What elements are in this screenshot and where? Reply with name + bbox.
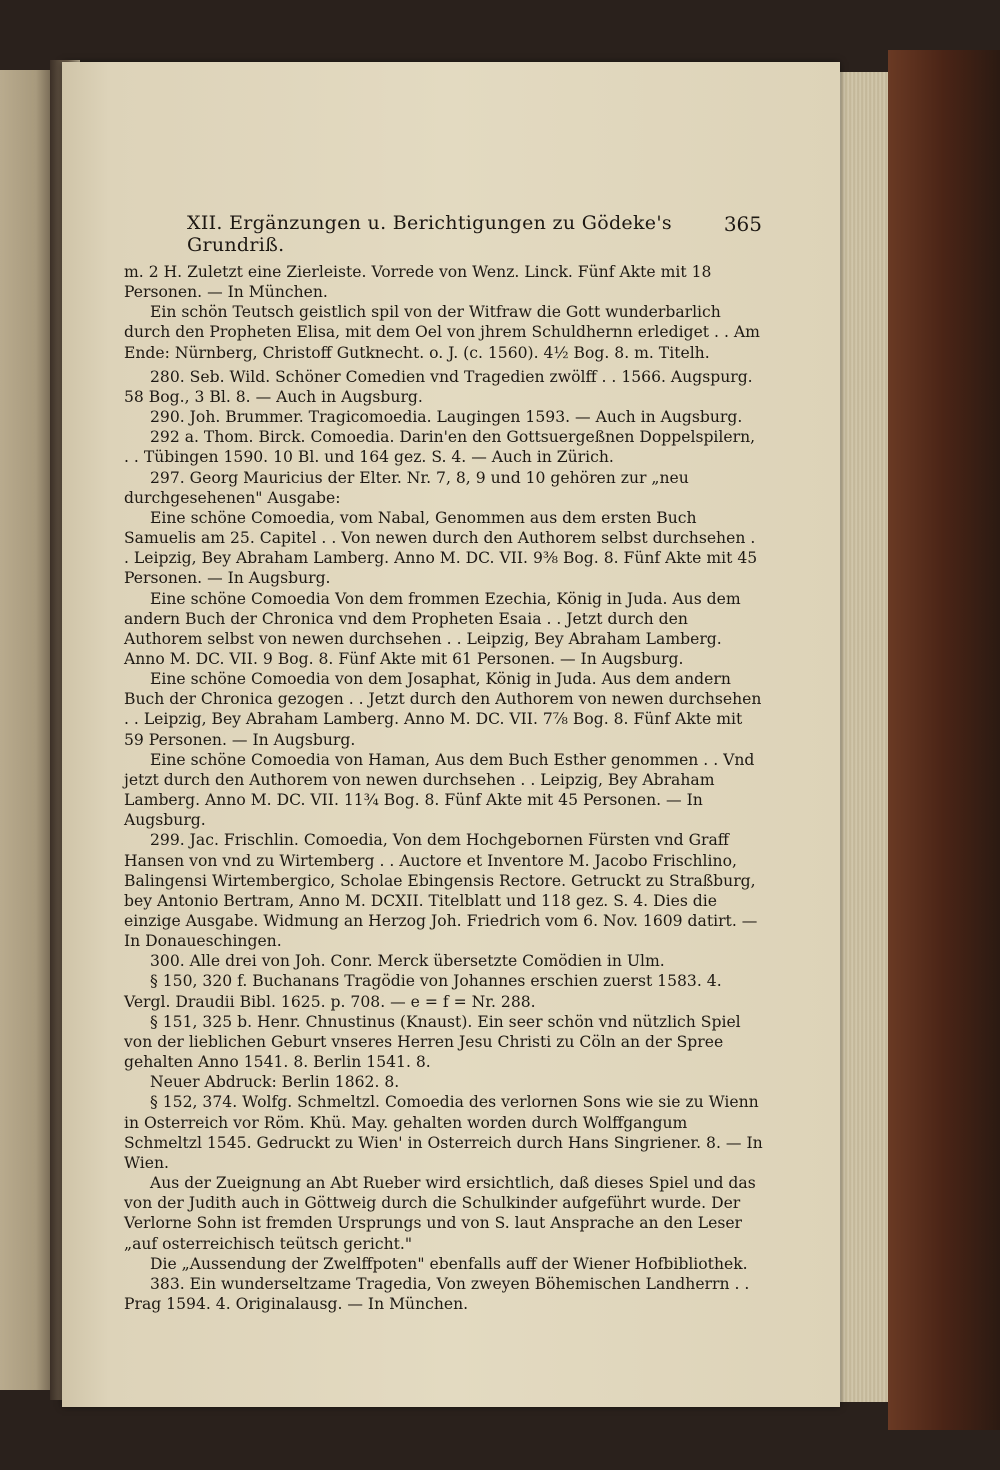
running-header: [187, 212, 762, 256]
paragraph: 290. Joh. Brummer. Tragicomoedia. Laugingen 1593. — Auch in Augsburg.: [150, 408, 743, 427]
paragraph: Eine schöne Comoedia von dem Josaphat, König in Juda. Aus dem andern Buch der Chronica gezogen . . Jetzt durch den Authorem von newen durchsehen . . Leipzig, Bey Abraham Lamberg. Anno M. DC. VII. 7⅞ Bog. 8. Fünf Akte mit 59 Personen. — In Augsburg.: [124, 670, 762, 749]
paragraph: m. 2 H. Zuletzt eine Zierleiste. Vorrede von Wenz. Linck. Fünf Akte mit 18 Personen. — In München.: [124, 263, 712, 302]
paragraph: 300. Alle drei von Joh. Conr. Merck übersetzte Comödien in Ulm.: [150, 952, 665, 971]
paragraph: § 150, 320 f. Buchanans Tragödie von Johannes erschien zuerst 1583. 4. Vergl. Draudii Bibl. 1625. p. 708. — e = f = Nr. 288.: [124, 972, 722, 1011]
running-title: XII. Ergänzungen u. Berichtigungen zu Gödeke's Grundriß.: [187, 212, 672, 256]
paragraph: Eine schöne Comoedia Von dem frommen Ezechia, König in Juda. Aus dem andern Buch der Chronica vnd dem Propheten Esaia . . Jetzt durch den Authorem selbst von newen durchsehen . . Leipzig, Bey Abraham Lamberg. Anno M. DC. VII. 9 Bog. 8. Fünf Akte mit 61 Personen. — In Augsburg.: [124, 589, 741, 668]
paragraph: Aus der Zueignung an Abt Rueber wird ersichtlich, daß dieses Spiel und das von der Judith auch in Göttweig durch die Schulkinder aufgeführt wurde. Der Verlorne Sohn ist fremden Ursprungs und von S. laut Ansprache an den Leser „auf osterreichisch teütsch gericht.": [124, 1174, 756, 1253]
paragraph: 299. Jac. Frischlin. Comoedia, Von dem Hochgebornen Fürsten vnd Graff Hansen von vnd zu Wirtemberg . . Auctore et Inventore M. Jacobo Frischlino, Balingensi Wirtembergico, Scholae Ebingensis Rectore. Getruckt zu Straßburg, bey Antonio Bertram, Anno M. DCXII. Titelblatt und 118 gez. S. 4. Dies die einzige Ausgabe. Widmung an Herzog Joh. Friedrich vom 6. Nov. 1609 datirt. — In Donaueschingen.: [124, 831, 758, 951]
paragraph: Die „Aussendung der Zwelffpoten" ebenfalls auff der Wiener Hofbibliothek.: [150, 1254, 748, 1273]
page-number: 365: [723, 212, 762, 236]
book-cover-edge: [888, 50, 1000, 1430]
paragraph: § 151, 325 b. Henr. Chnustinus (Knaust). Ein seer schön vnd nützlich Spiel von der lieblichen Geburt vnseres Herren Jesu Christi zu Cöln an der Spree gehalten Anno 1541. 8. Berlin 1541. 8.: [124, 1012, 741, 1072]
paragraph: 297. Georg Mauricius der Elter. Nr. 7, 8, 9 und 10 gehören zur „neu durchgesehenen" Ausgabe:: [124, 468, 689, 507]
paragraph: Neuer Abdruck: Berlin 1862. 8.: [150, 1073, 400, 1092]
paragraph: 292 a. Thom. Birck. Comoedia. Darin'en den Gottsuergeßnen Doppelspilern, . . Tübingen 1590. 10 Bl. und 164 gez. S. 4. — Auch in Zürich.: [124, 428, 756, 467]
paragraph: Ein schön Teutsch geistlich spil von der Witfraw die Gott wunderbarlich durch den Propheten Elisa, mit dem Oel von jhrem Schuldhernn erlediget . . Am Ende: Nürnberg, Christoff Gutknecht. o. J. (c. 1560). 4½ Bog. 8. m. Titelh.: [124, 303, 760, 362]
page-body: [124, 262, 764, 1314]
paragraph: 280. Seb. Wild. Schöner Comedien vnd Tragedien zwölff . . 1566. Augspurg. 58 Bog., 3 Bl. 8. — Auch in Augsburg.: [124, 367, 753, 406]
book-page: [62, 62, 840, 1407]
paragraph: Eine schöne Comoedia von Haman, Aus dem Buch Esther genommen . . Vnd jetzt durch den Authorem von newen durchsehen . . Leipzig, Bey Abraham Lamberg. Anno M. DC. VII. 11¾ Bog. 8. Fünf Akte mit 45 Personen. — In Augsburg.: [124, 750, 755, 830]
paragraph: Eine schöne Comoedia, vom Nabal, Genommen aus dem ersten Buch Samuelis am 25. Capitel . . Von newen durch den Authorem selbst durchsehen . . Leipzig, Bey Abraham Lamberg. Anno M. DC. VII. 9⅜ Bog. 8. Fünf Akte mit 45 Personen. — In Augsburg.: [124, 508, 758, 588]
paragraph: § 152, 374. Wolfg. Schmeltzl. Comoedia des verlornen Sons wie sie zu Wienn in Osterreich vor Röm. Khü. May. gehalten worden durch Wolffgangum Schmeltzl 1545. Gedruckt zu Wien' in Osterreich durch Hans Singriener. 8. — In Wien.: [124, 1093, 763, 1172]
page-edges: [840, 72, 888, 1402]
paragraph: 383. Ein wunderseltzame Tragedia, Von zweyen Böhemischen Landherrn . . Prag 1594. 4. Originalausg. — In München.: [124, 1274, 750, 1313]
